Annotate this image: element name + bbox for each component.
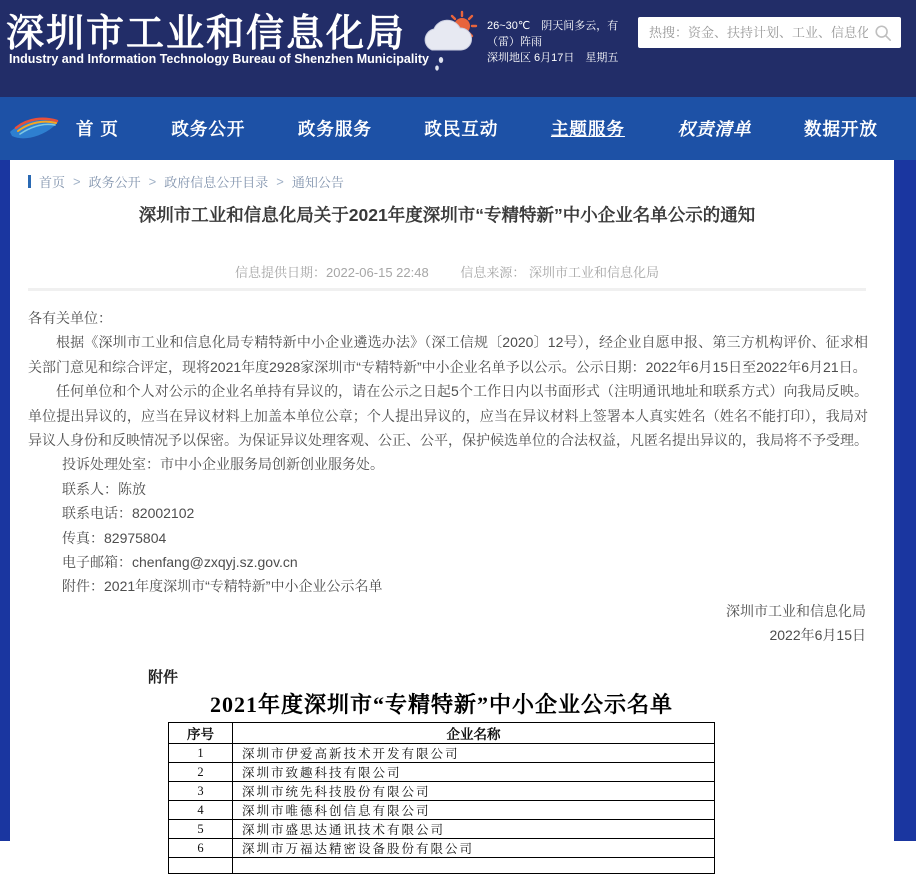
table-cell-company-name: 深圳市唯德科创信息有限公司 xyxy=(233,801,715,820)
article-body xyxy=(28,306,868,648)
nav-item[interactable]: 政民互动 xyxy=(424,119,499,139)
article-paragraph: 任何单位和个人对公示的企业名单持有异议的，请在公示之日起5个工作日内以书面形式（注明通讯地址和联系方式）向我局反映。单位提出异议的，应当在异议材料上加盖本单位公章；个人提出异议的，应当在异议材料上签署本人真实姓名（姓名不能打印），我局对异议人身份和反映情况予以保密。为保证异议处理客观、公正、公平，保护候选单位的合法权益，凡匿名提出异议的，我局将不予受理。 xyxy=(28,383,868,449)
contact-line: 联系电话：82002102 xyxy=(62,505,195,522)
table-header-row xyxy=(169,723,715,744)
breadcrumb-items xyxy=(39,172,344,191)
signature-date: 2022年6月15日 xyxy=(769,627,866,644)
weather-line: 深圳地区 6月17日 星期五 xyxy=(487,52,619,64)
breadcrumb-item[interactable]: 首页 xyxy=(39,175,66,190)
site-subtitle: Industry and Information Technology Bureau of Shenzhen Municipality xyxy=(9,52,429,66)
breadcrumb-item[interactable]: 通知公告 xyxy=(291,175,344,190)
table-cell-no: 3 xyxy=(169,782,233,801)
site-header xyxy=(0,0,916,97)
page-side-strip-right xyxy=(894,160,916,841)
company-table xyxy=(168,722,715,874)
table-header-no: 序号 xyxy=(169,723,233,744)
search-input[interactable] xyxy=(638,25,874,40)
nav-item[interactable]: 主题服务 xyxy=(550,119,625,139)
article-salutation: 各有关单位： xyxy=(28,310,112,326)
contact-line: 附件：2021年度深圳市“专精特新”中小企业公示名单 xyxy=(62,578,383,595)
breadcrumb-item[interactable]: 政府信息公开目录 xyxy=(164,175,269,190)
main-nav-items xyxy=(76,97,878,160)
table-cell-company-name: 深圳市致趣科技有限公司 xyxy=(233,763,715,782)
table-row xyxy=(169,763,715,782)
article-paragraph: 根据《深圳市工业和信息化局专精特新中小企业遴选办法》（深工信规〔2020〕12号），经企业自愿申报、第三方机构评价、征求相关部门意见和综合评定，现将2021年度2928家深圳市“专精特新”中小企业名单予以公示。公示日期：2022年6月15日至2022年6月21日。 xyxy=(28,334,868,375)
breadcrumb xyxy=(28,172,344,191)
table-cell-company-name: 深圳市万福达精密设备股份有限公司 xyxy=(233,839,715,858)
breadcrumb-accent-bar xyxy=(28,175,31,188)
table-cell-no xyxy=(169,858,233,874)
table-cell-no: 5 xyxy=(169,820,233,839)
weather-text xyxy=(487,18,637,66)
article-paragraphs xyxy=(28,330,868,452)
site-logo-icon[interactable] xyxy=(8,110,60,146)
nav-item[interactable]: 政务服务 xyxy=(297,119,372,139)
contact-line: 电子邮箱：chenfang@zxqyj.sz.gov.cn xyxy=(62,554,298,571)
page-side-strip-left xyxy=(0,160,10,841)
attachment-label: 附件 xyxy=(148,670,179,686)
signature-org: 深圳市工业和信息化局 xyxy=(726,602,866,619)
table-row xyxy=(169,839,715,858)
table-cell-company-name: 深圳市统先科技股份有限公司 xyxy=(233,782,715,801)
article-meta-source: 信息来源： 深圳市工业和信息化局 xyxy=(460,265,659,280)
article-meta xyxy=(30,262,864,281)
meta-divider xyxy=(28,288,866,291)
breadcrumb-separator: > xyxy=(73,174,81,189)
weather-icon xyxy=(418,10,480,74)
site-title: 深圳市工业和信息化局 xyxy=(6,13,407,55)
nav-item[interactable]: 权责清单 xyxy=(677,119,752,139)
nav-item[interactable]: 首 页 xyxy=(76,119,119,139)
nav-item[interactable]: 政务公开 xyxy=(171,119,246,139)
contact-line: 传真：82975804 xyxy=(62,529,167,546)
table-cell-company-name xyxy=(233,858,715,874)
table-row xyxy=(169,801,715,820)
table-header-name: 企业名称 xyxy=(233,723,715,744)
table-row xyxy=(169,820,715,839)
table-cell-no: 2 xyxy=(169,763,233,782)
article-contact-lines xyxy=(28,452,868,598)
table-cell-company-name: 深圳市盛思达通讯技术有限公司 xyxy=(233,820,715,839)
site-search xyxy=(638,17,901,48)
attachment-table-title: 2021年度深圳市“专精特新”中小企业公示名单 xyxy=(209,692,673,717)
article-meta-date: 信息提供日期：2022-06-15 22:48 xyxy=(235,265,429,280)
search-icon[interactable] xyxy=(874,24,892,42)
main-nav xyxy=(0,97,916,160)
table-cell-company-name: 深圳市伊爱高新技术开发有限公司 xyxy=(233,744,715,763)
nav-item[interactable]: 数据开放 xyxy=(803,119,878,139)
contact-line: 投诉处理处室：市中小企业服务局创新创业服务处。 xyxy=(62,456,384,473)
breadcrumb-separator: > xyxy=(276,174,284,189)
weather-line: （雷）阵雨 xyxy=(487,36,542,48)
table-cell-no: 1 xyxy=(169,744,233,763)
table-row xyxy=(169,744,715,763)
contact-line: 联系人：陈放 xyxy=(62,480,146,497)
table-cell-no: 4 xyxy=(169,801,233,820)
table-row xyxy=(169,782,715,801)
breadcrumb-item[interactable]: 政务公开 xyxy=(88,175,141,190)
weather-line: 26~30℃ 阴天间多云，有 xyxy=(487,20,619,32)
table-cell-no: 6 xyxy=(169,839,233,858)
table-row-partial xyxy=(169,858,715,874)
article-title: 深圳市工业和信息化局关于2021年度深圳市“专精特新”中小企业名单公示的通知 xyxy=(138,205,756,225)
breadcrumb-separator: > xyxy=(148,174,157,189)
